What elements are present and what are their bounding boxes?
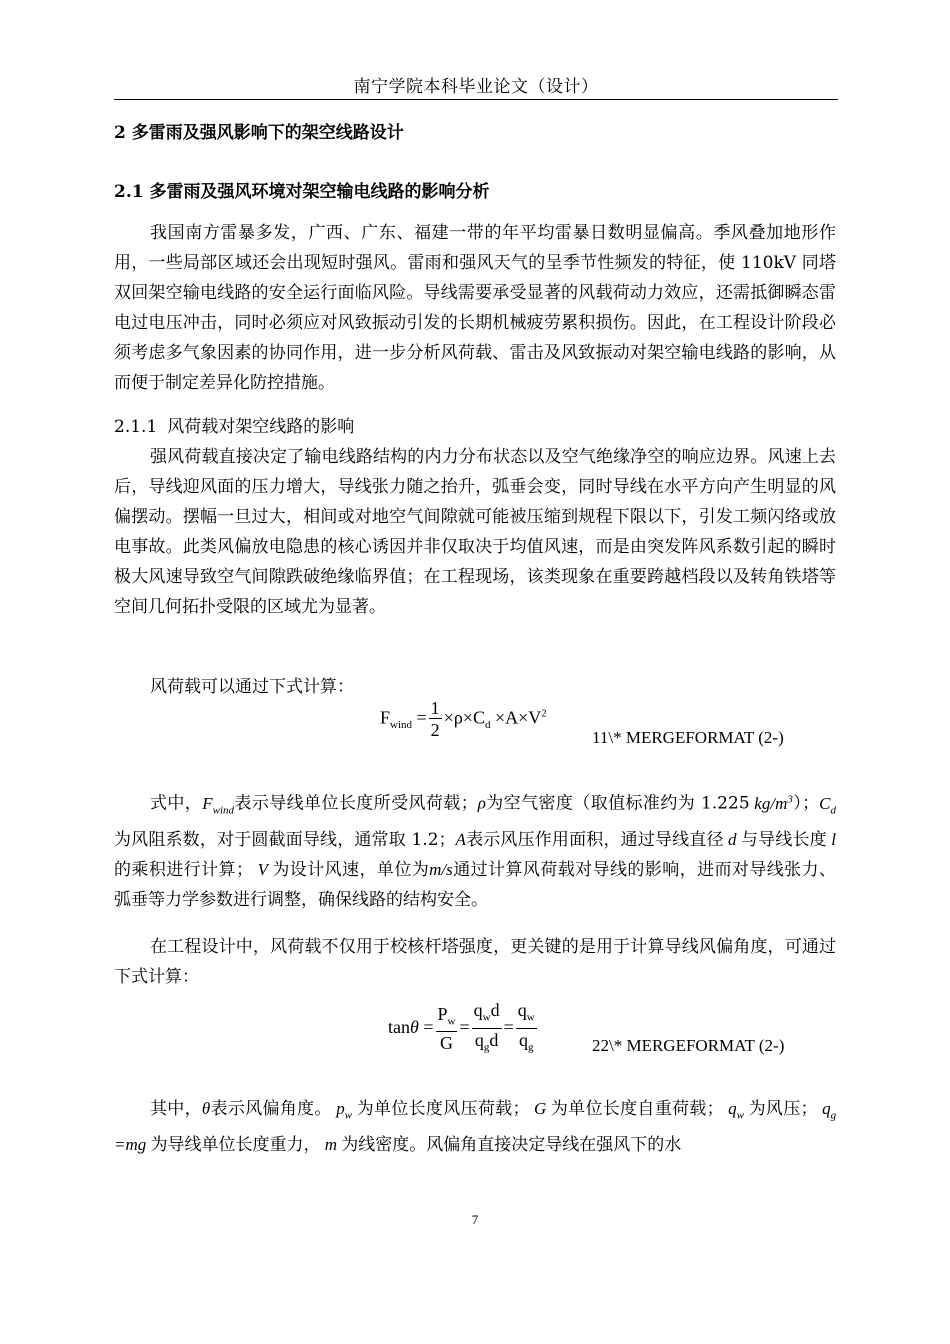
symbol-cd: $C_d$: [819, 793, 836, 817]
symbol-v: V: [252, 860, 273, 880]
header-rule: [114, 99, 838, 100]
symbol-l: l: [826, 830, 836, 850]
symbol-rho: ρ: [477, 793, 486, 813]
symbol-ms: m/s: [429, 860, 453, 880]
equation-deflection-angle: tanθ = $\frac{P_w}{G}$ = $\frac{q_wd}{q_gd}$ = $\frac{q_w}{q_g}$: [388, 1000, 535, 1054]
paragraph-wind-load: 强风荷载直接决定了输电线路结构的内力分布状态以及空气绝缘净空的响应边界。风速上去后，导线迎风面的压力增大，导线张力随之抬升，弧垂会变，同时导线在水平方向产生明显的风偏摆动。摆幅一旦过大，相间或对地空气间隙就可能被压缩到规程下限以下，引发工频闪络或放电事故。此类风偏放电隐患的核心诱因并非仅取决于均值风速，而是由突发阵风系数引起的瞬时极大风速导致空气间隙跌破绝缘临界值；在工程现场，该类现象在重要跨越档段以及转角铁塔等空间几何拓扑受限的区域尤为显著。: [114, 447, 836, 617]
paragraph-wind-deflection: 在工程设计中，风荷载不仅用于校核杆塔强度，更关键的是用于计算导线风偏角度，可通过下式计算：: [114, 937, 836, 987]
symbol-a: A: [455, 830, 466, 850]
equation-wind-load: $F_{wind}$ = $\frac{1}{2}$ $\times\rho\times C_d \times A\times V^2$: [380, 698, 547, 740]
equation-1-number: 11\* MERGEFORMAT (2-): [592, 728, 784, 747]
symbol-kg-m3: $kg/m^3$: [749, 793, 793, 813]
paragraph-where-1: 式中，$F_{wind}$表示导线单位长度所受风荷载；ρ为空气密度（取值标准约为 1.225 $kg/m^3$）；$C_d$为风阻系数，对于圆截面导线，通常取 1.2；A表示风压作用面积，通过导线直径 d 与导线长度 l 的乘积进行计算； V 为设计风速，单位为m/s通过计算风荷载对导线的影响，进而对导线张力、弧垂等力学参数进行调整，确保线路的结构安全。: [114, 793, 837, 911]
section-title: 2 多雷雨及强风影响下的架空线路设计: [114, 123, 404, 143]
symbol-qw: $q_w$: [723, 1099, 745, 1122]
subsection-title: 2.1 多雷雨及强风环境对架空输电线路的影响分析: [114, 182, 490, 202]
paragraph-intro: 我国南方雷暴多发，广西、广东、福建一带的年平均雷暴日数明显偏高。季风叠加地形作用，一些局部区域还会出现短时强风。雷雨和强风天气的呈季节性频发的特征，使 110kV 同塔双回架空输电线路的安全运行面临风险。导线需要承受显著的风载荷动力效应，还需抵御瞬态雷电过电压冲击，同时必须应对风致振动引发的长期机械疲劳累积损伤。因此，在工程设计阶段必须考虑多气象因素的协同作用，进一步分析风荷载、雷击及风致振动对架空输电线路的影响，从而便于制定差异化防控措施。: [114, 223, 836, 393]
symbol-d: d: [723, 830, 741, 850]
equation-2-number: 22\* MERGEFORMAT (2-): [592, 1036, 785, 1055]
subsubsection-title: [114, 412, 364, 437]
symbol-g: G: [529, 1099, 551, 1118]
symbol-pw: $p_w$: [331, 1099, 353, 1122]
paragraph-formula-intro: 风荷载可以通过下式计算：: [150, 677, 354, 697]
symbol-qg-mg: $q_g =mg$: [114, 1099, 837, 1155]
page-header: 南宁学院本科毕业论文（设计）: [353, 77, 599, 97]
symbol-fwind: $F_{wind}$: [202, 793, 235, 817]
paragraph-where-2: 其中，θ表示风偏角度。 $p_w$ 为单位长度风压荷载； G 为单位长度自重荷载； $q_w$ 为风压； $q_g =mg$ 为导线单位长度重力， m 为线密度。风偏角直接决定导线在强风下的水: [114, 1099, 837, 1156]
page-number: 7: [471, 1212, 479, 1227]
symbol-theta: θ: [201, 1099, 211, 1118]
subsubsection-text: 风荷载对架空线路的影响: [167, 417, 355, 437]
subsubsection-number: 2.1.1: [114, 417, 158, 437]
symbol-m: m: [320, 1135, 342, 1155]
